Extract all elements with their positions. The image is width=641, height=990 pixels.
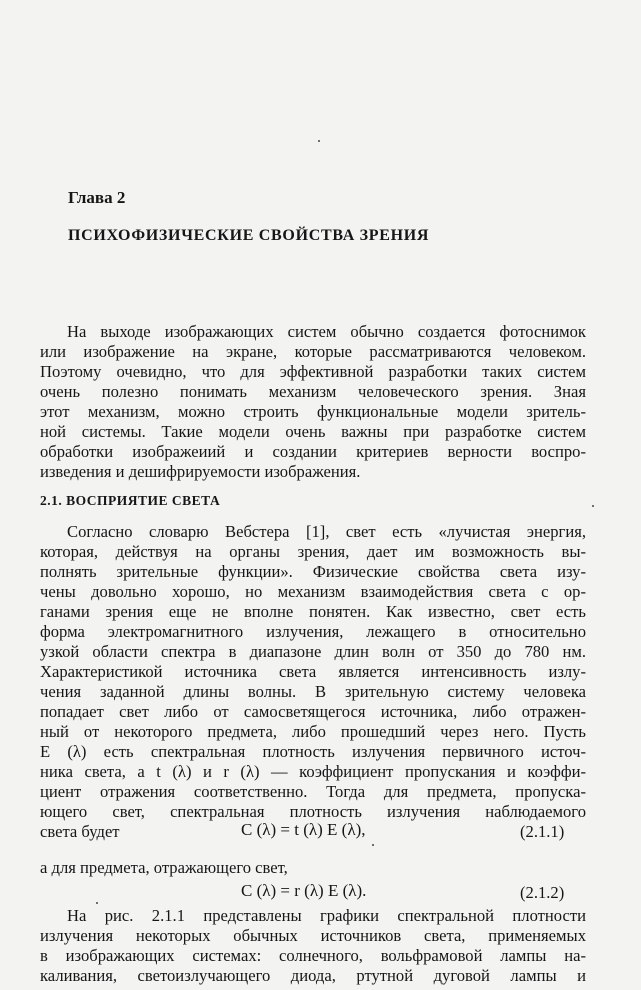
- equation-number: (2.1.2): [520, 883, 565, 902]
- scan-speck: [592, 505, 594, 507]
- equation-2-1-1: C (λ) = t (λ) E (λ),: [241, 820, 366, 839]
- text-line: каливания, светоизлучающего диода, ртутной дуговой лампы и: [40, 966, 586, 985]
- chapter-label: Глава 2: [68, 188, 126, 207]
- intro-paragraph: [40, 322, 586, 482]
- text-line: излучения некоторых обычных источников света, применяемых: [40, 926, 586, 945]
- text-line: или изображение на экране, которые рассматриваются человеком.: [40, 342, 586, 361]
- text-line: ганами зрения еще не вполне понятен. Как известно, свет есть: [40, 602, 586, 621]
- equation-number: (2.1.1): [520, 822, 565, 841]
- chapter-title: ПСИХОФИЗИЧЕСКИЕ СВОЙСТВА ЗРЕНИЯ: [68, 227, 430, 244]
- text-line: E (λ) есть спектральная плотность излучения первичного источ-: [40, 742, 586, 761]
- text-line: Характеристикой источника света является интенсивность излу-: [40, 662, 586, 681]
- text-line: изведения и дешифрируемости изображения.: [40, 462, 361, 481]
- text-line: ника света, а t (λ) и r (λ) — коэффициент пропускания и коэффи-: [40, 762, 586, 781]
- text-line: попадает свет либо от самосветящегося источника, либо отражен-: [40, 702, 586, 721]
- text-line: чения заданной длины волны. В зрительную систему человека: [40, 682, 586, 701]
- text-line: этот механизм, можно строить функциональные модели зритель-: [40, 402, 586, 421]
- closing-paragraph: [40, 906, 586, 986]
- text-line: Согласно словарю Вебстера [1], свет есть «лучистая энергия,: [67, 522, 586, 541]
- text-line: ной системы. Такие модели очень важны при разработке систем: [40, 422, 586, 441]
- text-line: узкой области спектра в диапазоне длин волн от 350 до 780 нм.: [40, 642, 586, 661]
- text-line: Поэтому очевидно, что для эффективной разработки таких систем: [40, 362, 586, 381]
- text-line: очень полезно понимать механизм человеческого зрения. Зная: [40, 382, 586, 401]
- text-line: полнять зрительные функции». Физические свойства света изу-: [40, 562, 586, 581]
- text-line: обработки изображеиий и создании критериев верности воспро-: [40, 442, 586, 461]
- text-line: в изображающих системах: солнечного, вольфрамовой лампы на-: [40, 946, 586, 965]
- text-line: которая, действуя на органы зрения, дает им возможность вы-: [40, 542, 586, 561]
- text-line: света будет: [40, 822, 120, 841]
- text-line: циент отражения соответственно. Тогда для предмета, пропуска-: [40, 782, 586, 801]
- scan-speck: [318, 140, 320, 142]
- scan-speck: [96, 902, 98, 904]
- text-line: На выходе изображающих систем обычно создается фотоснимок: [67, 322, 586, 341]
- equation-2-1-2: C (λ) = r (λ) E (λ).: [241, 881, 367, 900]
- text-line: форма электромагнитного излучения, лежащего в относительно: [40, 622, 586, 641]
- text-line: ный от некоторого предмета, либо прошедший через него. Пусть: [40, 722, 586, 741]
- section-heading: 2.1. ВОСПРИЯТИЕ СВЕТА: [40, 493, 221, 508]
- body-paragraph: [40, 522, 586, 842]
- text-line: ющего свет, спектральная плотность излучения наблюдаемого: [40, 802, 586, 821]
- text-line: чены довольно хорошо, но механизм взаимодействия света с ор-: [40, 582, 586, 601]
- text-line: На рис. 2.1.1 представлены графики спектральной плотности: [67, 906, 586, 925]
- scan-speck: [372, 844, 374, 846]
- connecting-text: а для предмета, отражающего свет,: [40, 858, 288, 877]
